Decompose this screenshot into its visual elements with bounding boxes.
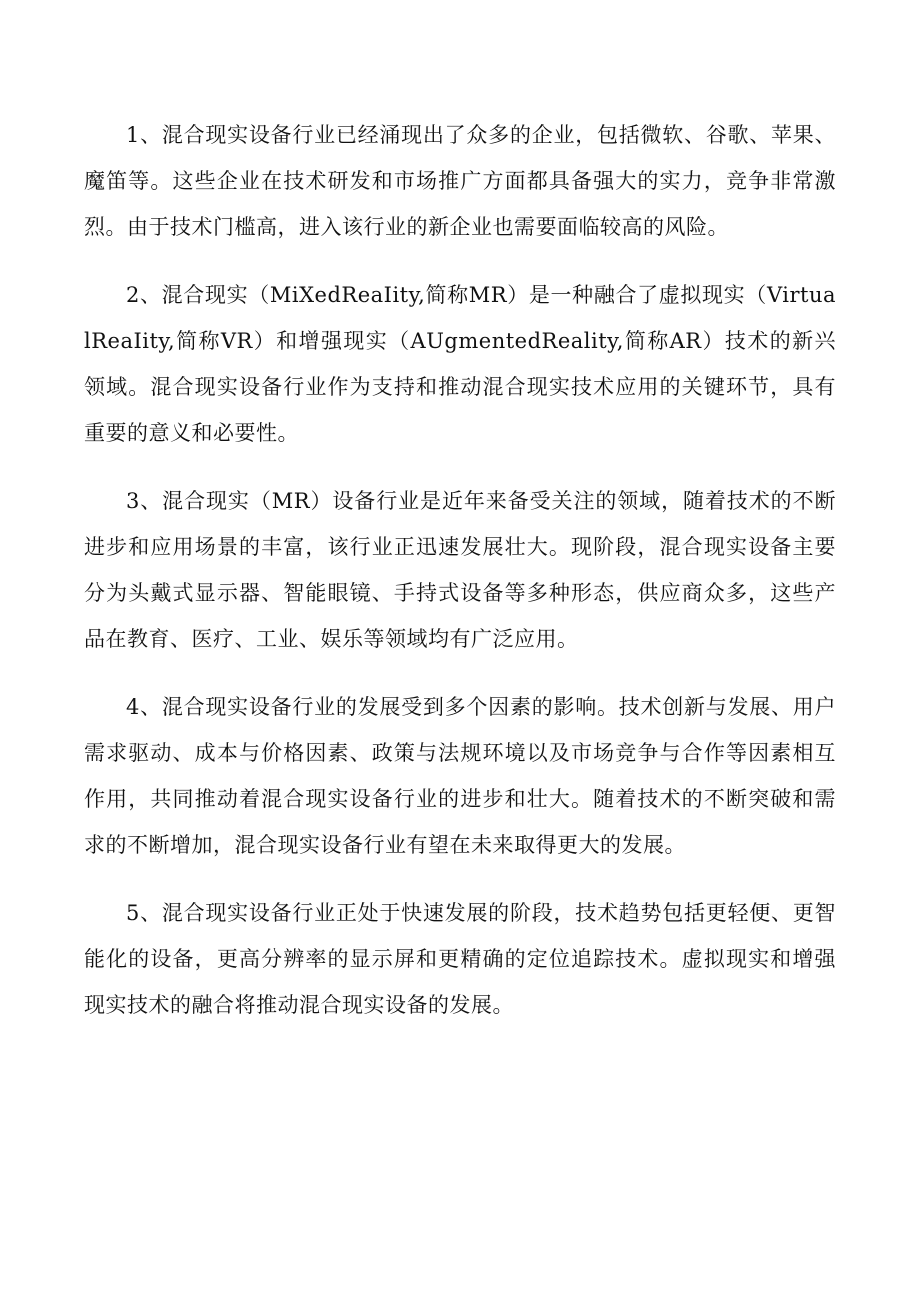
paragraph-5: 5、混合现实设备行业正处于快速发展的阶段，技术趋势包括更轻便、更智能化的设备，更高分辨率的显示屏和更精确的定位追踪技术。虚拟现实和增强现实技术的融合将推动混合现实设备的发展。 [84,901,836,1017]
paragraph-3: 3、混合现实（MR）设备行业是近年来备受关注的领域，随着技术的不断进步和应用场景的丰富，该行业正迅速发展壮大。现阶段，混合现实设备主要分为头戴式显示器、智能眼镜、手持式设备等多种形态，供应商众多，这些产品在教育、医疗、工业、娱乐等领域均有广泛应用。 [84,489,836,651]
paragraph-1: 1、混合现实设备行业已经涌现出了众多的企业，包括微软、谷歌、苹果、魔笛等。这些企业在技术研发和市场推广方面都具备强大的实力，竞争非常激烈。由于技术门槛高，进入该行业的新企业也需要面临较高的风险。 [84,123,836,239]
paragraph-2: 2、混合现实（MiXedReaIity,简称MR）是一种融合了虚拟现实（VirtualReaIity,简称VR）和增强现实（AUgmentedReality,简称AR）技术的新兴领域。混合现实设备行业作为支持和推动混合现实技术应用的关键环节，具有重要的意义和必要性。 [84,283,836,445]
document-body [84,112,836,1050]
paragraph-4: 4、混合现实设备行业的发展受到多个因素的影响。技术创新与发展、用户需求驱动、成本与价格因素、政策与法规环境以及市场竞争与合作等因素相互作用，共同推动着混合现实设备行业的进步和壮大。随着技术的不断突破和需求的不断增加，混合现实设备行业有望在未来取得更大的发展。 [84,695,836,857]
